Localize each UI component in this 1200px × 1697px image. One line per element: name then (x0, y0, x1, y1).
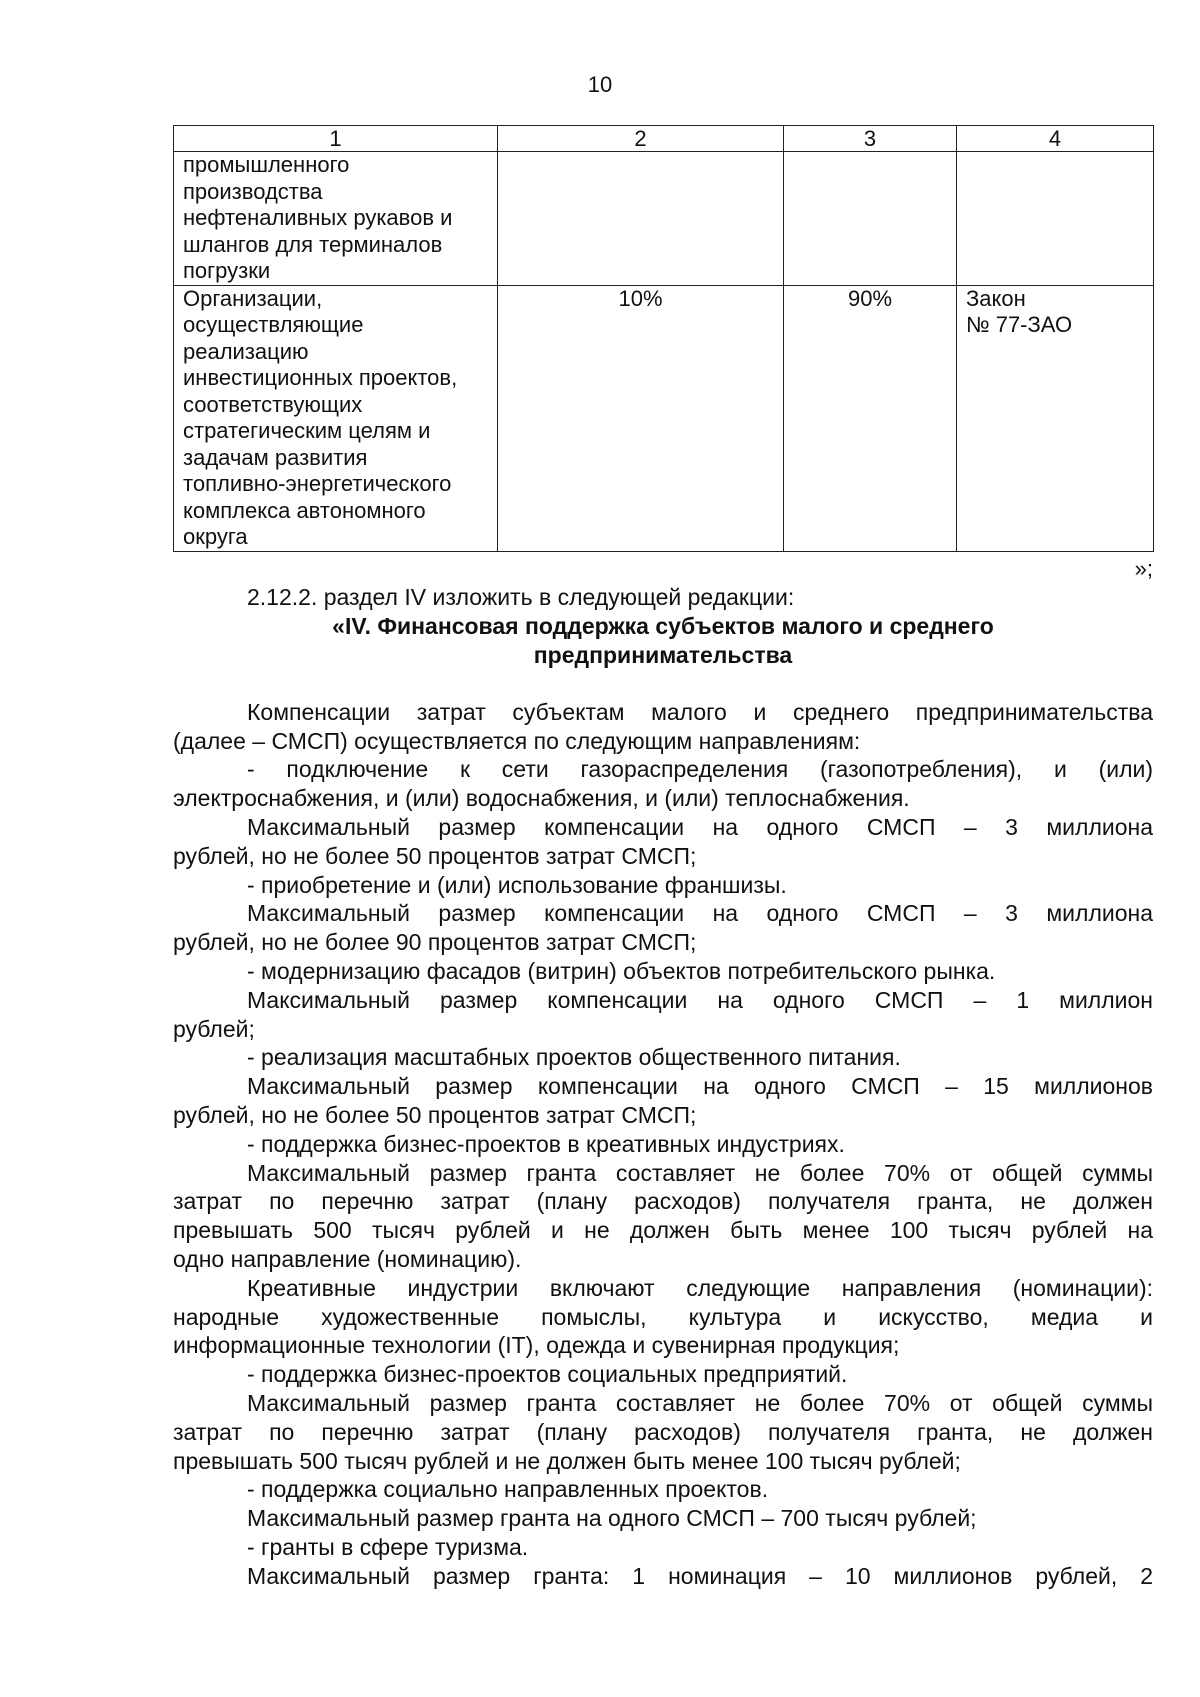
paragraph-line: одно направление (номинацию). (173, 1245, 522, 1272)
paragraph-line: затрат по перечню затрат (плану расходов) получателя гранта, не должен (173, 1418, 1153, 1445)
paragraph-line: рублей, но не более 50 процентов затрат СМСП; (173, 1101, 697, 1128)
paragraph-first-line: - поддержка бизнес-проектов социальных предприятий. (247, 1361, 848, 1388)
cell-line: инвестиционных проектов, (183, 365, 458, 390)
paragraph-first-line: - реализация масштабных проектов общественного питания. (247, 1044, 901, 1071)
paragraph-first-line: Максимальный размер гранта составляет не более 70% от общей суммы (247, 1389, 1153, 1416)
cell-line: реализацию (183, 338, 309, 364)
heading-line: «IV. Финансовая поддержка субъектов малого и среднего (332, 612, 994, 639)
cell-line: погрузки (183, 258, 271, 283)
paragraph-first-line: - подключение к сети газораспределения (газопотребления), и (или) (247, 756, 1153, 783)
cell-line: задачам развития (183, 444, 368, 470)
paragraph-line: (далее – СМСП) осуществляется по следующим направлениям: (173, 727, 861, 754)
table-cell-basis (957, 152, 1154, 286)
page-number: 10 (587, 72, 613, 97)
table-cell-basis (957, 285, 1154, 551)
cell-line: шлангов для терминалов (183, 231, 443, 257)
paragraph-first-line: Максимальный размер компенсации на одного СМСП – 3 миллиона (247, 813, 1153, 840)
paragraph-first-line: - гранты в сфере туризма. (247, 1533, 529, 1560)
spacer (173, 670, 1153, 698)
paragraph-line: народные художественные помыслы, культура и искусство, медиа и (173, 1303, 1153, 1330)
table-row (174, 285, 1154, 551)
table-cell-share-2: 90% (784, 285, 957, 551)
table-header-cell: 3 (784, 126, 957, 152)
paragraph-first-line: Максимальный размер гранта на одного СМСП – 700 тысяч рублей; (247, 1505, 977, 1532)
paragraph-line: электроснабжения, и (или) водоснабжения, и (или) теплоснабжения. (173, 785, 910, 812)
paragraph-line: затрат по перечню затрат (плану расходов) получателя гранта, не должен (173, 1188, 1153, 1215)
cell-line: комплекса автономного (183, 497, 426, 523)
table-row (174, 152, 1154, 286)
cell-line: нефтеналивных рукавов и (183, 205, 453, 230)
paragraph-first-line: - поддержка социально направленных проектов. (247, 1476, 769, 1503)
section-heading (173, 612, 1153, 670)
table-cell-share-2 (784, 152, 957, 286)
heading-line: предпринимательства (533, 641, 793, 668)
paragraph-line: рублей; (173, 1015, 255, 1042)
paragraph-first-line: Креативные индустрии включают следующие направления (номинации): (247, 1274, 1153, 1301)
closing-quote: »; (1134, 556, 1153, 581)
paragraph-first-line: Максимальный размер компенсации на одного СМСП – 15 миллионов (247, 1073, 1153, 1100)
cell-line: Организации, (183, 285, 323, 311)
document-body (173, 583, 1153, 1591)
table-header-cell: 2 (498, 126, 784, 152)
table-cell-recipient (174, 285, 498, 551)
paragraph-line: рублей, но не более 90 процентов затрат СМСП; (173, 929, 697, 956)
table-cell-recipient (174, 152, 498, 286)
paragraph-list (173, 698, 1153, 1591)
section-intro: 2.12.2. раздел IV изложить в следующей редакции: (247, 584, 795, 610)
table-header-cell: 1 (174, 126, 498, 152)
table-cell-share-1 (498, 152, 784, 286)
paragraph-first-line: Максимальный размер гранта составляет не более 70% от общей суммы (247, 1159, 1153, 1186)
table-header-cell: 4 (957, 126, 1154, 152)
paragraph-first-line: Компенсации затрат субъектам малого и среднего предпринимательства (247, 698, 1153, 725)
paragraph-first-line: Максимальный размер гранта: 1 номинация – 10 миллионов рублей, 2 (247, 1562, 1153, 1589)
table-cell-share-1: 10% (498, 285, 784, 551)
paragraph-line: информационные технологии (IT), одежда и сувенирная продукция; (173, 1332, 900, 1359)
cell-line: промышленного (183, 152, 350, 177)
paragraph-first-line: - приобретение и (или) использование франшизы. (247, 871, 787, 898)
paragraph-first-line: Максимальный размер компенсации на одного СМСП – 1 миллион (247, 986, 1153, 1013)
table-header-row (174, 126, 1154, 152)
paragraph-line: превышать 500 тысяч рублей и не должен быть менее 100 тысяч рублей; (173, 1447, 961, 1474)
paragraph-line: рублей, но не более 50 процентов затрат СМСП; (173, 842, 697, 869)
cell-line: стратегическим целям и (183, 418, 431, 443)
cell-line: соответствующих (183, 391, 363, 417)
paragraph-line: превышать 500 тысяч рублей и не должен быть менее 100 тысяч рублей на (173, 1217, 1153, 1244)
cell-line: Закон (966, 285, 1026, 311)
paragraph-first-line: - модернизацию фасадов (витрин) объектов потребительского рынка. (247, 957, 996, 984)
cell-line: осуществляющие (183, 312, 364, 337)
support-table (173, 125, 1154, 552)
paragraph-first-line: - поддержка бизнес-проектов в креативных индустриях. (247, 1130, 845, 1157)
cell-line: производства (183, 178, 323, 204)
paragraph-first-line: Максимальный размер компенсации на одного СМСП – 3 миллиона (247, 900, 1153, 927)
cell-line: топливно-энергетического (183, 471, 452, 496)
cell-line: № 77-ЗАО (966, 312, 1073, 337)
cell-line: округа (183, 524, 248, 549)
